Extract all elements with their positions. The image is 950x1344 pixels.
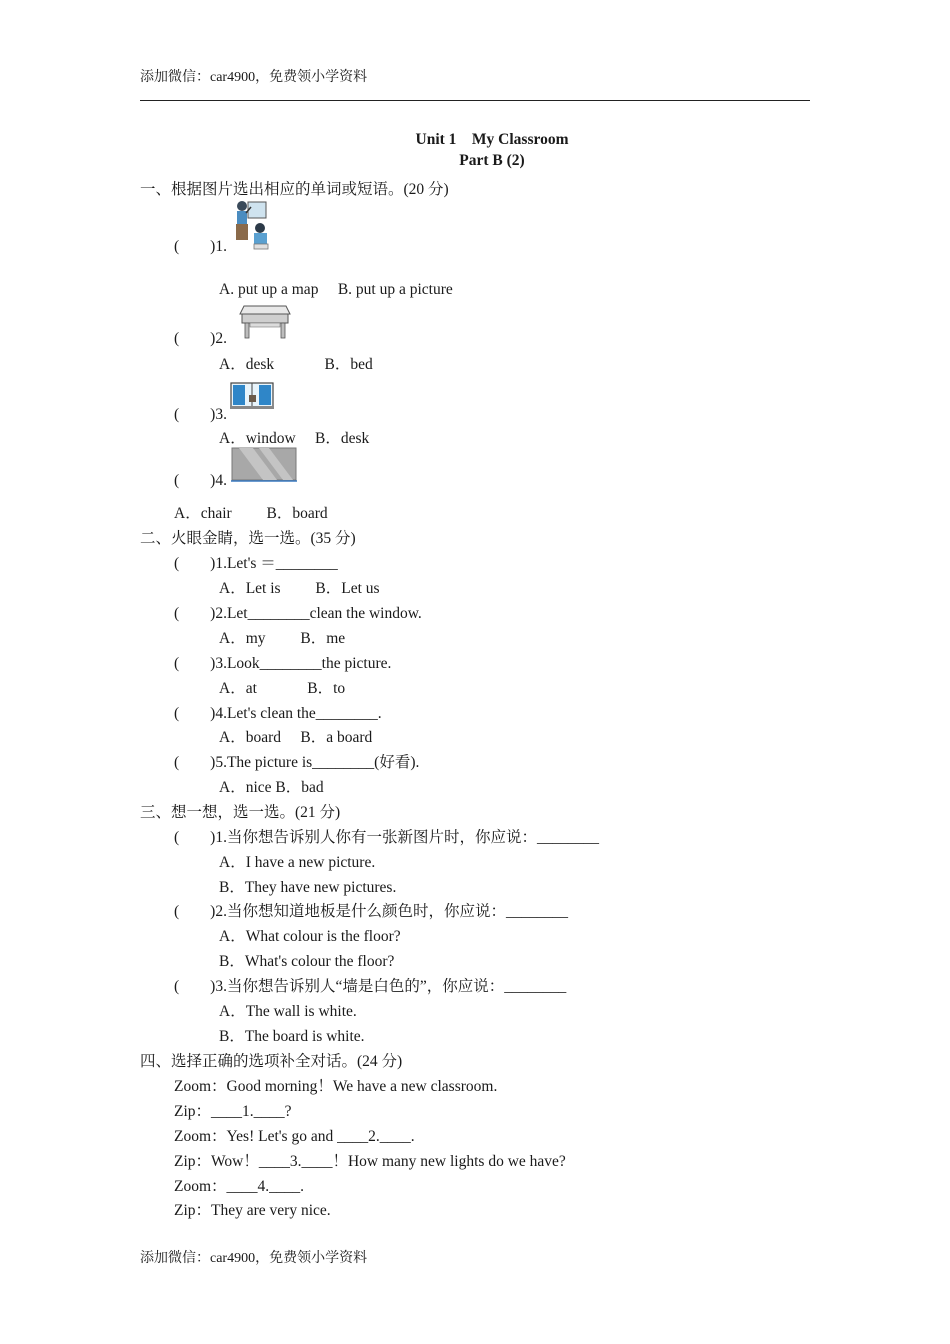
s1-q1-options: A. put up a map B. put up a picture <box>219 281 453 298</box>
s1-q4-stem: ( )4. <box>174 472 227 489</box>
dialogue-text: . <box>410 1128 415 1145</box>
s2-q1-stem: ( )1.Let's ＝________ <box>174 555 338 572</box>
s3-q2-stem: ( )2.当你想知道地板是什么颜色时，你应说：________ <box>174 903 568 920</box>
s2-q1-options: A．Let is B．Let us <box>219 580 380 597</box>
s1-q2-options: A．desk B．bed <box>219 356 373 373</box>
s2-q5-stem: ( )5.The picture is________(好看). <box>174 754 420 771</box>
dialogue-text: ！How many new lights do we have? <box>332 1153 566 1170</box>
s2-q4-stem: ( )4.Let's clean the________. <box>174 705 382 722</box>
s3-q3-stem: ( )3.当你想告诉别人“墙是白色的”，你应说：________ <box>174 978 567 995</box>
answer-blank-3[interactable]: ____3.____ <box>258 1153 333 1170</box>
board-icon <box>231 447 299 483</box>
dialogue-line <box>174 1074 497 1096</box>
page-subtitle: Part B (2) <box>459 152 525 169</box>
desk-icon <box>238 302 292 340</box>
s3-q2-option-a: A．What colour is the floor? <box>219 928 401 945</box>
s2-q2-stem: ( )2.Let________clean the window. <box>174 605 422 622</box>
s2-q3-stem: ( )3.Look________the picture. <box>174 655 392 672</box>
dialogue-line <box>174 1198 331 1220</box>
s2-q5-options: A．nice B．bad <box>219 779 324 796</box>
s1-q2-stem: ( )2. <box>174 330 227 347</box>
s1-q1-stem: ( )1. <box>174 238 227 255</box>
dialogue-text: ? <box>284 1103 292 1120</box>
dialogue-text: Zip： <box>174 1103 212 1120</box>
dialogue-text: Zoom：Good morning！We have a new classroom. <box>174 1078 498 1095</box>
s2-q3-options: A．at B．to <box>219 680 346 697</box>
section-1-heading: 一、根据图片选出相应的单词或短语。(20 分) <box>140 181 449 198</box>
dialogue-text: Zip：They are very nice. <box>174 1202 331 1219</box>
boy-putting-up-picture-icon <box>232 198 272 252</box>
header-divider <box>140 100 810 101</box>
dialogue-line <box>174 1099 292 1121</box>
dialogue-text: Zoom：Yes! Let's go and <box>174 1128 338 1145</box>
answer-blank-4[interactable]: ____4.____ <box>226 1178 301 1195</box>
s3-q2-option-b: B．What's colour the floor? <box>219 953 395 970</box>
s3-q1-option-a: A．I have a new picture. <box>219 854 376 871</box>
s2-q4-options: A．board B．a board <box>219 729 373 746</box>
s2-q2-options: A．my B．me <box>219 630 346 647</box>
dialogue-line <box>174 1124 415 1146</box>
answer-blank-1[interactable]: ____1.____ <box>211 1103 285 1120</box>
section-2-heading: 二、火眼金睛，选一选。(35 分) <box>140 530 356 547</box>
answer-blank-2[interactable]: ____2.____ <box>337 1128 411 1145</box>
page-title: Unit 1 My Classroom <box>415 131 569 148</box>
s3-q1-option-b: B．They have new pictures. <box>219 879 397 896</box>
dialogue-text: . <box>300 1178 305 1195</box>
dialogue-line <box>174 1149 566 1171</box>
footer-note: 添加微信：car4900，免费领小学资料 <box>140 1251 368 1266</box>
s3-q3-option-b: B．The board is white. <box>219 1028 365 1045</box>
dialogue-text: Zoom： <box>174 1178 227 1195</box>
header-note: 添加微信：car4900，免费领小学资料 <box>140 70 368 85</box>
s3-q3-option-a: A．The wall is white. <box>219 1003 357 1020</box>
s1-q3-stem: ( )3. <box>174 406 227 423</box>
s1-q3-options: A．window B．desk <box>219 430 370 447</box>
window-icon <box>230 382 274 410</box>
dialogue-text: Zip：Wow！ <box>174 1153 259 1170</box>
s1-q4-options: A．chair B．board <box>174 505 328 522</box>
section-3-heading: 三、想一想，选一选。(21 分) <box>140 804 341 821</box>
section-4-heading: 四、选择正确的选项补全对话。(24 分) <box>140 1053 403 1070</box>
s3-q1-stem: ( )1.当你想告诉别人你有一张新图片时，你应说：________ <box>174 829 599 846</box>
dialogue-line <box>174 1174 304 1196</box>
